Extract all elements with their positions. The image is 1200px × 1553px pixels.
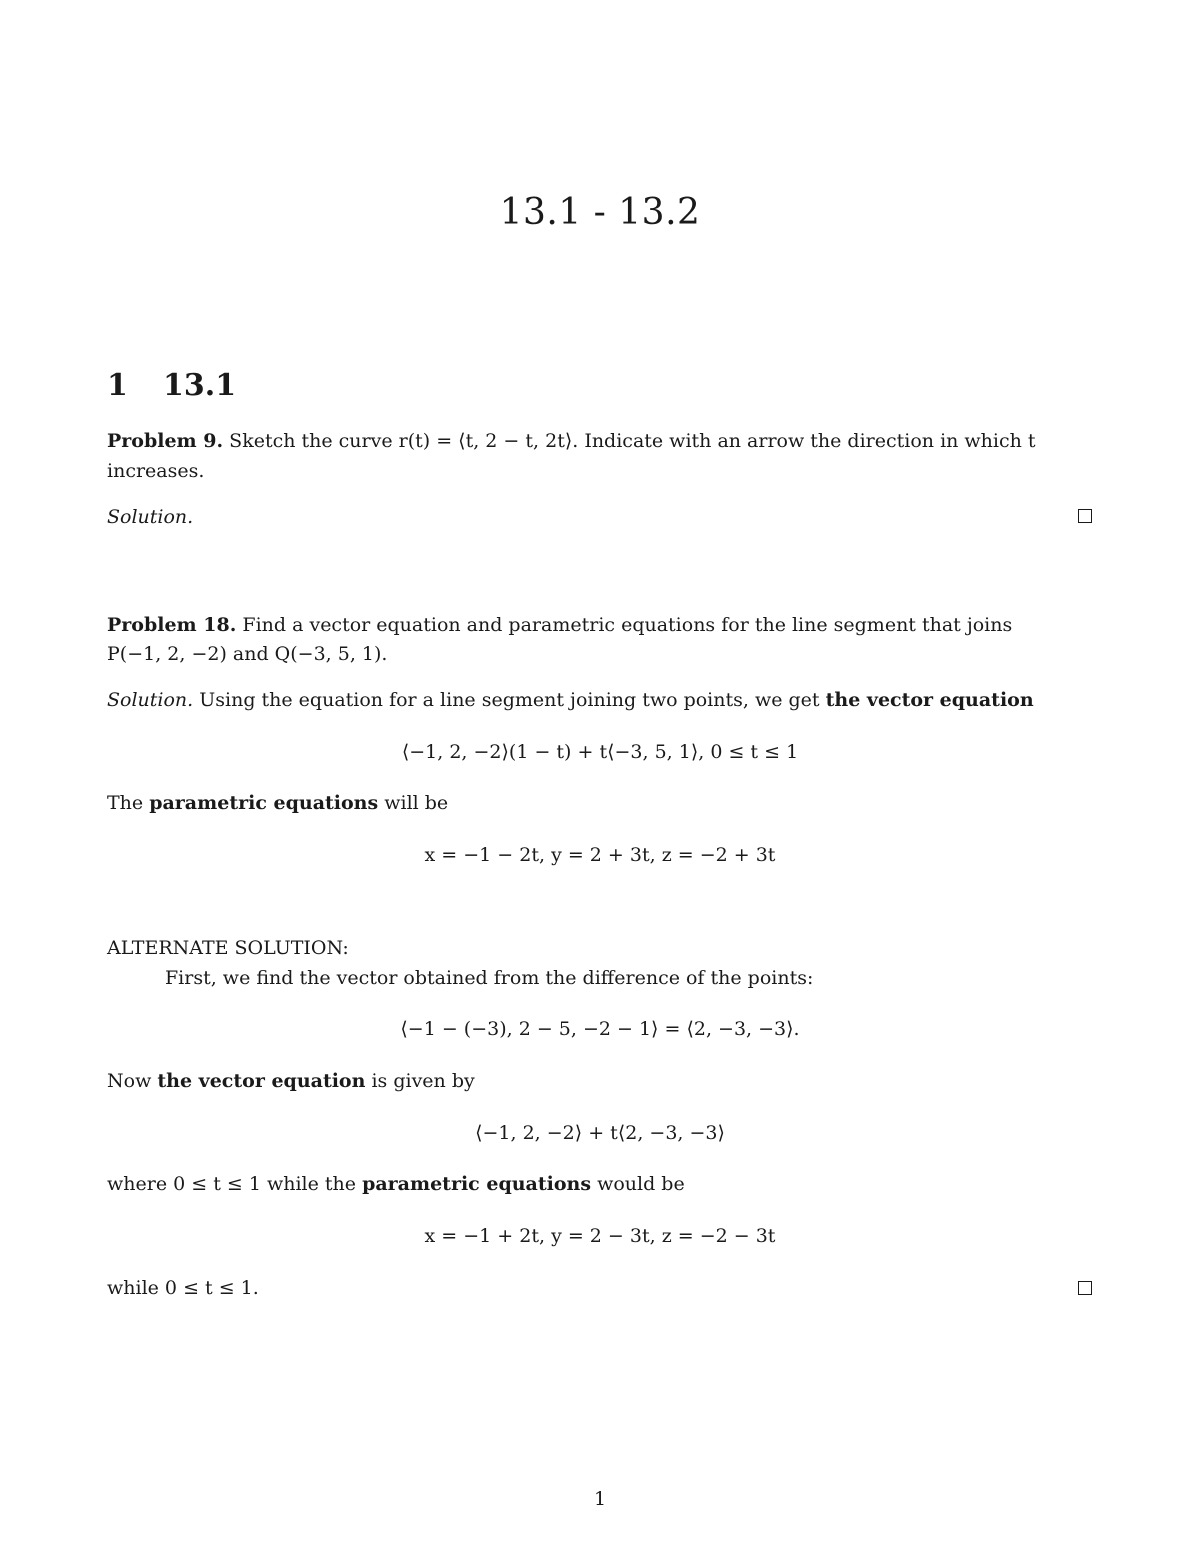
problem-18-solution-label: Solution. xyxy=(107,689,194,711)
section-heading xyxy=(107,368,236,403)
now-post: is given by xyxy=(371,1070,475,1092)
equation-difference: ⟨−1 − (−3), 2 − 5, −2 − 1⟩ = ⟨2, −3, −3⟩. xyxy=(400,1018,800,1040)
where-intro xyxy=(107,1173,685,1195)
parametric-intro-pre: The xyxy=(107,792,144,814)
alternate-first: First, we find the vector obtained from the difference of the points: xyxy=(165,967,814,989)
problem-9-solution-label: Solution. xyxy=(107,506,194,528)
where-post: would be xyxy=(597,1173,685,1195)
section-number: 1 xyxy=(107,368,128,403)
problem-9-label: Problem 9. xyxy=(107,430,224,452)
problem-18-solution-bold: the vector equation xyxy=(825,689,1034,711)
now-bold: the vector equation xyxy=(157,1070,366,1092)
now-pre: Now xyxy=(107,1070,152,1092)
problem-18-statement xyxy=(107,614,1093,636)
section-title: 13.1 xyxy=(163,368,237,403)
problem-9-text-line2: increases. xyxy=(107,460,205,482)
qed-box xyxy=(1078,1281,1092,1295)
problem-18-solution xyxy=(107,689,1034,711)
problem-9-text-line1: Sketch the curve r(t) = ⟨t, 2 − t, 2t⟩. Indicate with an arrow the direction in which t xyxy=(229,430,1036,452)
parametric-intro-post: will be xyxy=(384,792,449,814)
parametric-intro xyxy=(107,792,448,814)
qed-box xyxy=(1078,509,1092,523)
problem-9-statement xyxy=(107,430,1036,452)
alternate-heading: ALTERNATE SOLUTION: xyxy=(107,937,349,959)
page-number: 1 xyxy=(593,1488,607,1510)
where-pre: where 0 ≤ t ≤ 1 while the xyxy=(107,1173,357,1195)
problem-18-text-line1: Find a vector equation and parametric equations for the line segment that joins xyxy=(242,614,1013,636)
parametric-intro-bold: parametric equations xyxy=(149,792,379,814)
problem-18-text-line2: P(−1, 2, −2) and Q(−3, 5, 1). xyxy=(107,643,388,665)
problem-18-solution-text: Using the equation for a line segment joining two points, we get xyxy=(199,689,820,711)
document-title: 13.1 - 13.2 xyxy=(499,192,701,233)
equation-vector-1: ⟨−1, 2, −2⟩(1 − t) + t⟨−3, 5, 1⟩, 0 ≤ t ≤ 1 xyxy=(401,741,799,763)
problem-18-label: Problem 18. xyxy=(107,614,237,636)
final-condition: while 0 ≤ t ≤ 1. xyxy=(107,1277,259,1299)
equation-vector-2: ⟨−1, 2, −2⟩ + t⟨2, −3, −3⟩ xyxy=(475,1122,725,1144)
problem-9-solution xyxy=(107,506,193,528)
equation-parametric-2: x = −1 + 2t, y = 2 − 3t, z = −2 − 3t xyxy=(424,1225,776,1247)
where-bold: parametric equations xyxy=(362,1173,592,1195)
now-vector-intro xyxy=(107,1070,475,1092)
equation-parametric-1: x = −1 − 2t, y = 2 + 3t, z = −2 + 3t xyxy=(424,844,776,866)
